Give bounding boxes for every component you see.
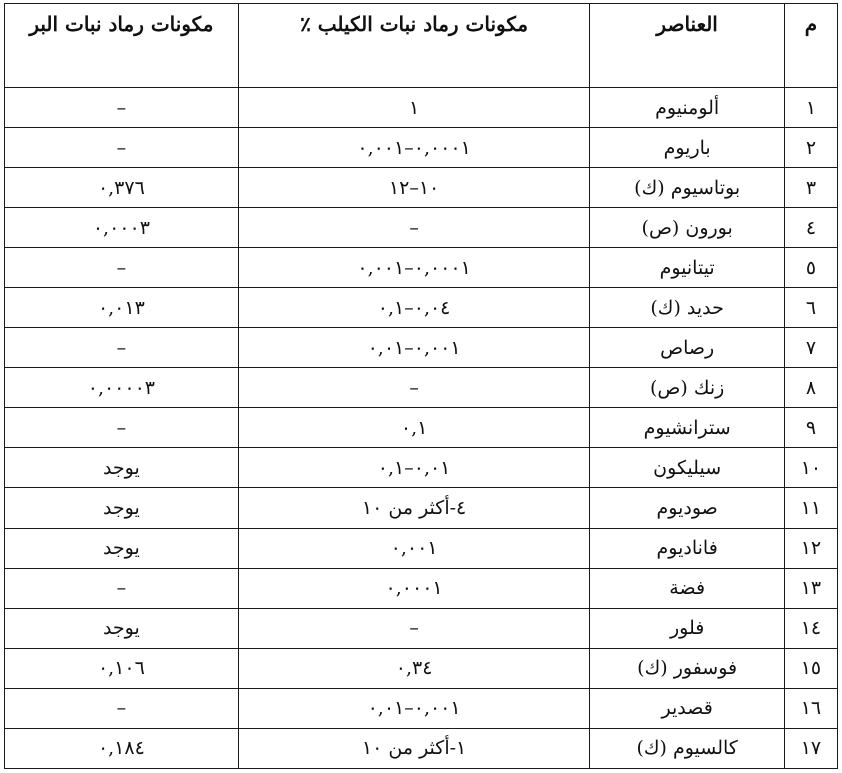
table-row <box>5 728 838 768</box>
header-element: العناصر <box>590 4 784 88</box>
kelp-ash-value-cell: ٠,١ <box>238 408 590 448</box>
row-number-cell: ٥ <box>784 248 837 288</box>
table-row <box>5 368 838 408</box>
element-name-cell: صوديوم <box>590 488 784 528</box>
kelp-ash-value-cell: – <box>238 368 590 408</box>
element-name-cell: فلور <box>590 608 784 648</box>
land-plant-ash-value-cell: – <box>5 128 239 168</box>
kelp-ash-value-cell: ١٠–١٢ <box>238 168 590 208</box>
element-name-cell: ألومنيوم <box>590 88 784 128</box>
row-number-cell: ٢ <box>784 128 837 168</box>
kelp-ash-value-cell: ٠,٠٠١–٠,٠١ <box>238 328 590 368</box>
kelp-ash-value-cell: – <box>238 608 590 648</box>
land-plant-ash-value-cell: ٠,١٠٦ <box>5 648 239 688</box>
kelp-ash-value-cell: – <box>238 208 590 248</box>
element-name-cell: كالسيوم (ك) <box>590 728 784 768</box>
land-plant-ash-value-cell: – <box>5 88 239 128</box>
kelp-ash-value-cell: ٠,٠٠٠١ <box>238 568 590 608</box>
element-name-cell: حديد (ك) <box>590 288 784 328</box>
element-name-cell: زنك (ص) <box>590 368 784 408</box>
table-body <box>5 88 838 769</box>
row-number-cell: ١٢ <box>784 528 837 568</box>
element-name-cell: بورون (ص) <box>590 208 784 248</box>
table-row <box>5 648 838 688</box>
row-number-cell: ١٤ <box>784 608 837 648</box>
row-number-cell: ١٣ <box>784 568 837 608</box>
land-plant-ash-value-cell: يوجد <box>5 608 239 648</box>
kelp-ash-value-cell: ٠,٠٠١ <box>238 528 590 568</box>
table-row <box>5 488 838 528</box>
land-plant-ash-value-cell: ٠,٠٠٠٣ <box>5 208 239 248</box>
element-name-cell: فضة <box>590 568 784 608</box>
land-plant-ash-value-cell: ٠,٣٧٦ <box>5 168 239 208</box>
ash-composition-table <box>4 3 838 769</box>
element-name-cell: سترانشيوم <box>590 408 784 448</box>
kelp-ash-value-cell: ٤-أكثر من ١٠ <box>238 488 590 528</box>
row-number-cell: ١ <box>784 88 837 128</box>
row-number-cell: ١٠ <box>784 448 837 488</box>
table-row <box>5 568 838 608</box>
land-plant-ash-value-cell: – <box>5 688 239 728</box>
table-row <box>5 208 838 248</box>
row-number-cell: ١٥ <box>784 648 837 688</box>
kelp-ash-value-cell: ٠,٠١–٠,١ <box>238 448 590 488</box>
land-plant-ash-value-cell: ٠,١٨٤ <box>5 728 239 768</box>
kelp-ash-value-cell: ٠,٠٤–٠,١ <box>238 288 590 328</box>
land-plant-ash-value-cell: ٠,٠١٣ <box>5 288 239 328</box>
kelp-ash-value-cell: ٠,٠٠٠١–٠,٠٠١ <box>238 248 590 288</box>
element-name-cell: بوتاسيوم (ك) <box>590 168 784 208</box>
row-number-cell: ١٧ <box>784 728 837 768</box>
table-row <box>5 448 838 488</box>
table-row <box>5 248 838 288</box>
row-number-cell: ٤ <box>784 208 837 248</box>
table-row <box>5 168 838 208</box>
element-name-cell: فاناديوم <box>590 528 784 568</box>
row-number-cell: ٧ <box>784 328 837 368</box>
table-row <box>5 288 838 328</box>
table-row <box>5 528 838 568</box>
table-row <box>5 128 838 168</box>
row-number-cell: ٩ <box>784 408 837 448</box>
kelp-ash-value-cell: ١ <box>238 88 590 128</box>
table-row <box>5 608 838 648</box>
table-row <box>5 328 838 368</box>
kelp-ash-value-cell: ٠,٠٠١–٠,٠١ <box>238 688 590 728</box>
table-row <box>5 688 838 728</box>
row-number-cell: ٣ <box>784 168 837 208</box>
land-plant-ash-value-cell: يوجد <box>5 448 239 488</box>
table-header-row <box>5 4 838 88</box>
elements-table-container <box>4 3 838 769</box>
row-number-cell: ٦ <box>784 288 837 328</box>
land-plant-ash-value-cell: – <box>5 248 239 288</box>
kelp-ash-value-cell: ٠,٠٠٠١–٠,٠٠١ <box>238 128 590 168</box>
element-name-cell: فوسفور (ك) <box>590 648 784 688</box>
header-kelp-ash: مكونات رماد نبات الكيلب ٪ <box>238 4 590 88</box>
table-row <box>5 408 838 448</box>
row-number-cell: ١٦ <box>784 688 837 728</box>
kelp-ash-value-cell: ١-أكثر من ١٠ <box>238 728 590 768</box>
land-plant-ash-value-cell: ٠,٠٠٠٠٣ <box>5 368 239 408</box>
header-num: م <box>784 4 837 88</box>
row-number-cell: ١١ <box>784 488 837 528</box>
land-plant-ash-value-cell: – <box>5 328 239 368</box>
row-number-cell: ٨ <box>784 368 837 408</box>
element-name-cell: سيليكون <box>590 448 784 488</box>
element-name-cell: باريوم <box>590 128 784 168</box>
header-land-plant-ash: مكونات رماد نبات البر <box>5 4 239 88</box>
element-name-cell: تيتانيوم <box>590 248 784 288</box>
land-plant-ash-value-cell: – <box>5 408 239 448</box>
land-plant-ash-value-cell: – <box>5 568 239 608</box>
kelp-ash-value-cell: ٠,٣٤ <box>238 648 590 688</box>
land-plant-ash-value-cell: يوجد <box>5 488 239 528</box>
land-plant-ash-value-cell: يوجد <box>5 528 239 568</box>
element-name-cell: قصدير <box>590 688 784 728</box>
table-row <box>5 88 838 128</box>
element-name-cell: رصاص <box>590 328 784 368</box>
